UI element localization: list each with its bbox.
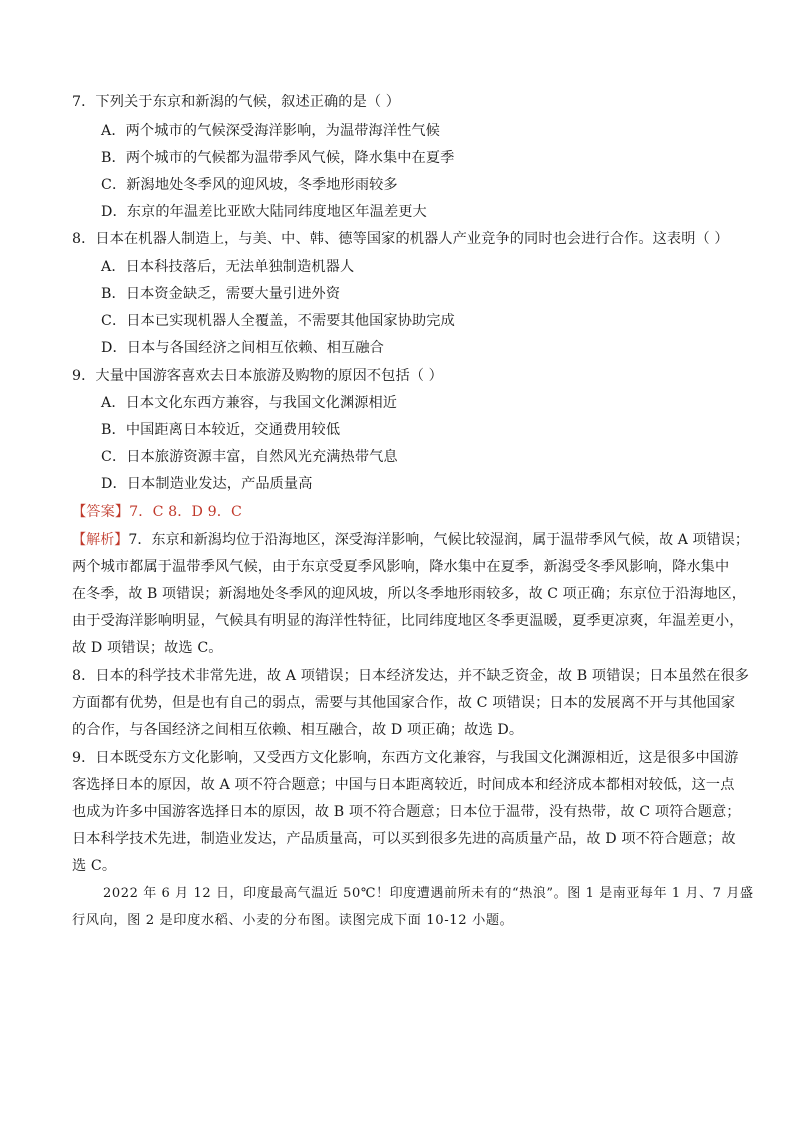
explanation-line-13: 选 C。: [72, 858, 117, 874]
explanation-text: 7．东京和新潟均位于沿海地区，深受海洋影响，气候比较湿润，属于温带季风气候，故 A 项错误；: [128, 532, 749, 548]
explanation-line-1: [72, 530, 749, 550]
explanation-line-8: 的合作，与各国经济之间相互依赖、相互融合，故 D 项正确；故选 D。: [72, 722, 524, 738]
question-7-option-b: B．两个城市的气候都为温带季风气候，降水集中在夏季: [101, 150, 455, 166]
question-9-option-b: B．中国距离日本较近，交通费用较低: [101, 422, 341, 438]
question-7-option-a: A．两个城市的气候深受海洋影响，为温带海洋性气候: [101, 123, 440, 139]
explanation-label: 【解析】: [72, 532, 129, 548]
question-9-option-d: D．日本制造业发达，产品质量高: [101, 476, 313, 492]
answer-text: 7．C 8．D 9．C: [129, 504, 243, 520]
explanation-line-6: 8．日本的科学技术非常先进，故 A 项错误；日本经济发达，并不缺乏资金，故 B 项错误；日本虽然在很多: [72, 668, 750, 684]
explanation-line-5: 故 D 项错误；故选 C。: [72, 640, 223, 656]
intro-line-2: 行风向，图 2 是印度水稻、小麦的分布图。读图完成下面 10-12 小题。: [72, 913, 514, 928]
explanation-line-9: 9．日本既受东方文化影响，又受西方文化影响，东西方文化兼容，与我国文化渊源相近，这是很多中国游: [72, 750, 739, 766]
intro-line-1: 2022 年 6 月 12 日，印度最高气温近 50℃！印度遭遇前所未有的“热浪”。图 1 是南亚每年 1 月、7 月盛: [103, 886, 754, 901]
explanation-line-4: 由于受海洋影响明显，气候具有明显的海洋性特征，比同纬度地区冬季更温暖，夏季更凉爽，年温差更小，: [72, 613, 744, 629]
explanation-line-3: 在冬季，故 B 项错误；新潟地处冬季风的迎风坡，所以冬季地形雨较多，故 C 项正确；东京位于沿海地区，: [72, 586, 746, 602]
question-7-option-c: C．新潟地处冬季风的迎风坡，冬季地形雨较多: [101, 177, 398, 193]
explanation-line-2: 两个城市都属于温带季风气候，由于东京受夏季风影响，降水集中在夏季，新潟受冬季风影响，降水集中: [72, 559, 730, 575]
question-9-option-a: A．日本文化东西方兼容，与我国文化渊源相近: [101, 395, 398, 411]
question-9-stem: 9．大量中国游客喜欢去日本旅游及购物的原因不包括（ ）: [72, 368, 443, 384]
question-7-stem: 7．下列关于东京和新潟的气候，叙述正确的是（ ）: [72, 94, 401, 110]
question-8-option-c: C．日本已实现机器人全覆盖，不需要其他国家协助完成: [101, 313, 455, 329]
explanation-line-10: 客选择日本的原因，故 A 项不符合题意；中国与日本距离较近，时间成本和经济成本都相对较低，这一点: [72, 777, 735, 793]
explanation-line-7: 方面都有优势，但是也有自己的弱点，需要与其他国家合作，故 C 项错误；日本的发展离不开与其他国家: [72, 695, 736, 711]
question-8-option-d: D．日本与各国经济之间相互依赖、相互融合: [101, 340, 384, 356]
question-8-option-a: A．日本科技落后，无法单独制造机器人: [101, 259, 355, 275]
explanation-line-12: 日本科学技术先进，制造业发达，产品质量高，可以买到很多先进的高质量产品，故 D 项不符合题意；故: [72, 831, 736, 847]
question-8-stem: 8．日本在机器人制造上，与美、中、韩、德等国家的机器人产业竞争的同时也会进行合作。这表明（ ）: [72, 231, 729, 247]
question-8-option-b: B．日本资金缺乏，需要大量引进外资: [101, 286, 341, 302]
explanation-line-11: 也成为许多中国游客选择日本的原因，故 B 项不符合题意；日本位于温带，没有热带，故 C 项符合题意；: [72, 804, 741, 820]
answer-label: 【答案】: [72, 504, 130, 520]
question-9-option-c: C．日本旅游资源丰富，自然风光充满热带气息: [101, 449, 398, 465]
question-7-option-d: D．东京的年温差比亚欧大陆同纬度地区年温差更大: [101, 204, 427, 220]
answer-line: [72, 502, 242, 522]
